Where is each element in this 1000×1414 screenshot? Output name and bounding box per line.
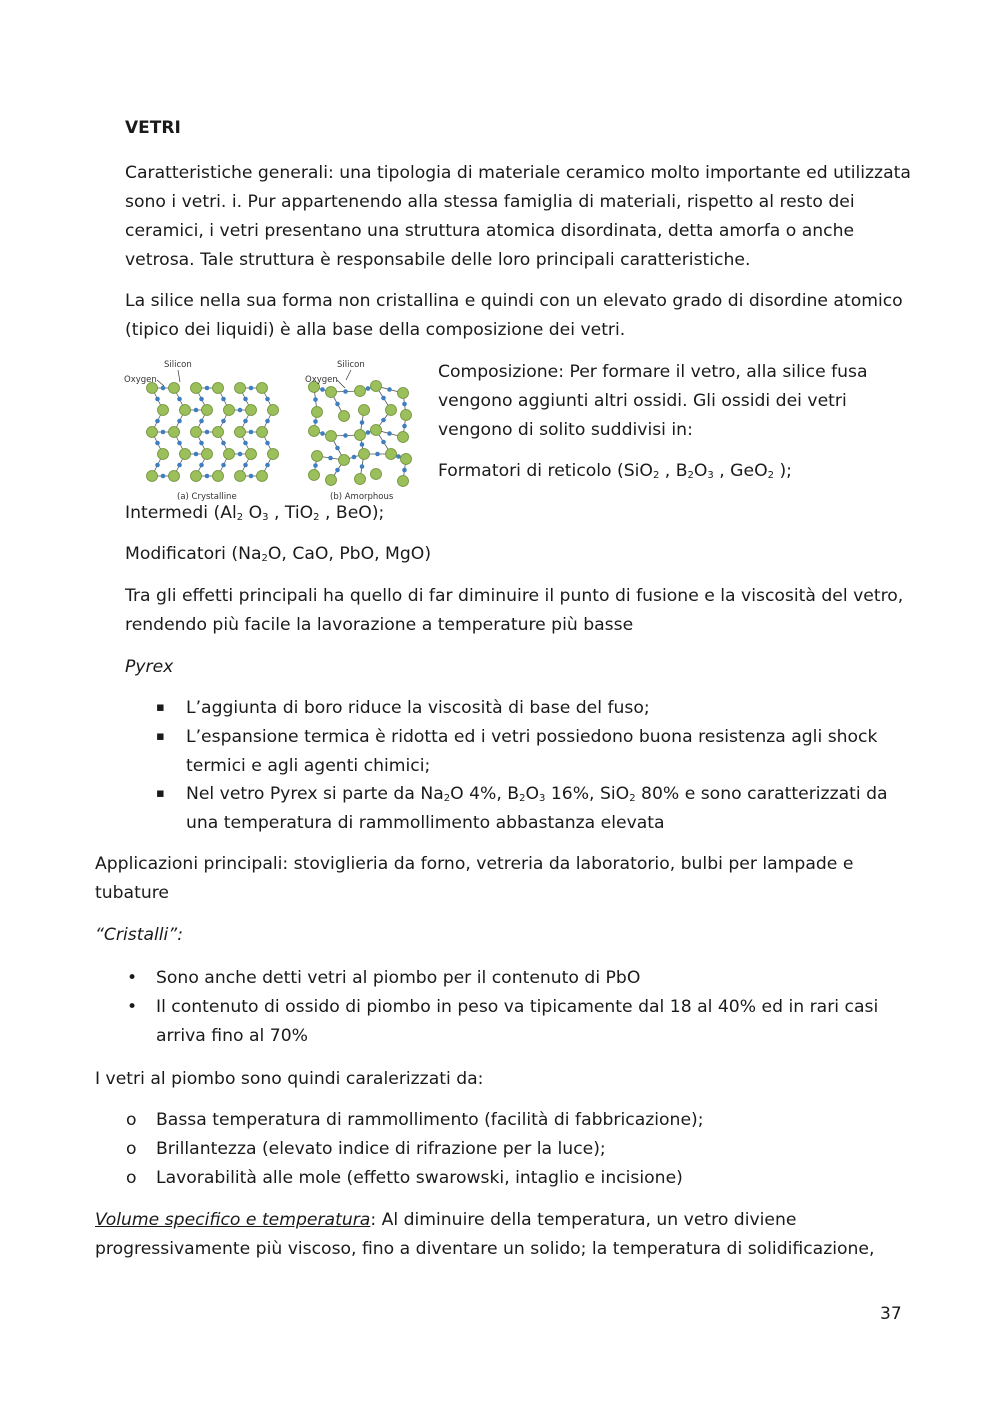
oxygen-atom xyxy=(238,452,243,457)
silicon-atom xyxy=(257,427,268,438)
silicon-atom xyxy=(169,427,180,438)
oxygen-atom xyxy=(375,452,380,457)
oxygen-atom xyxy=(199,419,204,424)
oxygen-atom xyxy=(177,397,182,402)
silicon-atom xyxy=(398,432,409,443)
oxygen-atom xyxy=(194,452,199,457)
cristalli-item-1: Sono anche detti vetri al piombo per il contenuto di PbO xyxy=(156,968,641,988)
oxygen-atom xyxy=(396,454,401,459)
oxygen-atom xyxy=(177,441,182,446)
oxygen-atom xyxy=(161,386,166,391)
silicon-atom xyxy=(355,386,366,397)
oxygen-atom xyxy=(249,474,254,479)
oxygen-atom xyxy=(313,463,318,468)
oxygen-atom xyxy=(194,408,199,413)
silicon-atom xyxy=(359,405,370,416)
silicon-atom xyxy=(235,471,246,482)
oxygen-atom xyxy=(335,468,340,473)
piombo-item-2: Brillantezza (elevato indice di rifrazione per la luce); xyxy=(156,1139,606,1159)
oxygen-atom xyxy=(205,386,210,391)
pyrex-item-3: Nel vetro Pyrex si parte da $Na_2O$ 4%, $B_2O_3$ 16%, SiO$_2$ 80% e sono caratterizzati da una temperatura di rammollimento abbastanza elevata xyxy=(186,784,888,833)
oxygen-atom xyxy=(265,441,270,446)
silicon-atom xyxy=(235,383,246,394)
formatori-line: Formatori di reticolo (SiO$_2$ , $B_2O_3$ , GeO$_2$ ); xyxy=(438,461,792,481)
oxygen-atom xyxy=(177,419,182,424)
silicon-atom xyxy=(180,405,191,416)
silicon-atom xyxy=(213,383,224,394)
paragraph-general: Caratteristiche generali: una tipologia di materiale ceramico molto importante ed utilizzata sono i vetri. i. Pur appartenendo alla stessa famiglia di materiali, rispetto al resto dei ceramici, i vetri presentano una struttura atomica disordinata, detta amorfa o anche vetrosa. Tale struttura è responsabile delle loro principali caratteristiche. xyxy=(125,163,911,270)
oxygen-label-a: Oxygen xyxy=(124,375,157,385)
oxygen-atom xyxy=(249,386,254,391)
paragraph-silica: La silice nella sua forma non cristallina e quindi con un elevato grado di disordine atomico (tipico dei liquidi) è alla base della composizione dei vetri. xyxy=(125,291,903,340)
silicon-atom xyxy=(158,449,169,460)
silicon-atom xyxy=(180,449,191,460)
paragraph-volume: Volume specifico e temperatura: Al diminuire della temperatura, un vetro diviene progressivamente più viscoso, fino a diventare un solido; la temperatura di solidificazione, xyxy=(95,1210,875,1259)
oxygen-atom xyxy=(313,419,318,424)
silicon-atom xyxy=(246,449,257,460)
silicon-atom xyxy=(213,471,224,482)
silicon-atom xyxy=(326,475,337,486)
silicon-atom xyxy=(257,383,268,394)
oxygen-atom xyxy=(387,387,392,392)
silicon-atom xyxy=(312,407,323,418)
silicon-atom xyxy=(213,427,224,438)
silicon-atom xyxy=(224,449,235,460)
bullet-dot-icon: • xyxy=(127,997,138,1017)
silicon-atom xyxy=(147,427,158,438)
oxygen-atom xyxy=(249,430,254,435)
oxygen-atom xyxy=(313,397,318,402)
silicon-atom xyxy=(339,411,350,422)
oxygen-atom xyxy=(243,463,248,468)
silicon-atom xyxy=(326,387,337,398)
oxygen-atom xyxy=(320,431,325,436)
oxygen-atom xyxy=(360,442,365,447)
bullet-circle-icon: o xyxy=(126,1168,137,1188)
oxygen-atom xyxy=(177,463,182,468)
oxygen-atom xyxy=(320,387,325,392)
oxygen-atom xyxy=(360,464,365,469)
pyrex-item-1: L’aggiunta di boro riduce la viscosità di base del fuso; xyxy=(186,698,650,718)
silicon-atom xyxy=(257,471,268,482)
silicon-atom xyxy=(386,449,397,460)
silicon-atom xyxy=(169,383,180,394)
silicon-atom xyxy=(326,431,337,442)
pyrex-item-2: L’espansione termica è ridotta ed i vetri possiedono buona resistenza agli shock termici e agli agenti chimici; xyxy=(186,727,878,776)
silicon-atom xyxy=(191,471,202,482)
oxygen-atom xyxy=(328,456,333,461)
oxygen-atom xyxy=(335,446,340,451)
oxygen-atom xyxy=(381,396,386,401)
bullet-dot-icon: • xyxy=(127,968,138,988)
oxygen-atom xyxy=(265,397,270,402)
silicon-atom xyxy=(224,405,235,416)
silicon-atom xyxy=(309,426,320,437)
oxygen-atom xyxy=(265,463,270,468)
oxygen-atom xyxy=(402,424,407,429)
oxygen-atom xyxy=(335,402,340,407)
section-heading: VETRI xyxy=(125,118,181,138)
oxygen-atom xyxy=(366,430,371,435)
paragraph-piombo-intro: I vetri al piombo sono quindi caralerizzati da: xyxy=(95,1069,484,1089)
square-bullet-icon: ▪ xyxy=(156,700,165,715)
silicon-atom xyxy=(371,381,382,392)
silicon-atom xyxy=(401,410,412,421)
caption-crystalline: (a) Crystalline xyxy=(177,492,237,502)
amorphous-network xyxy=(309,381,412,487)
oxygen-atom xyxy=(199,463,204,468)
oxygen-atom xyxy=(221,463,226,468)
silicon-atom xyxy=(202,449,213,460)
caption-amorphous: (b) Amorphous xyxy=(330,492,394,502)
bullet-circle-icon: o xyxy=(126,1139,137,1159)
silicon-atom xyxy=(339,455,350,466)
silicon-atom xyxy=(371,469,382,480)
modificatori-line: Modificatori ($Na_2O$, CaO, PbO, MgO) xyxy=(125,544,432,564)
oxygen-atom xyxy=(366,386,371,391)
paragraph-composizione: Composizione: Per formare il vetro, alla silice fusa vengono aggiunti altri ossidi. Gli ossidi dei vetri vengono di solito suddivisi in: xyxy=(438,362,868,440)
piombo-item-3: Lavorabilità alle mole (effetto swarowski, intaglio e incisione) xyxy=(156,1168,683,1188)
oxygen-atom xyxy=(352,455,357,460)
pyrex-title: Pyrex xyxy=(125,657,174,677)
silicon-atom xyxy=(169,471,180,482)
silicon-atom xyxy=(386,405,397,416)
cristalli-title: “Cristalli”: xyxy=(95,925,183,945)
oxygen-atom xyxy=(221,419,226,424)
oxygen-atom xyxy=(155,441,160,446)
silica-structure-figure xyxy=(122,356,422,504)
silicon-atom xyxy=(401,454,412,465)
square-bullet-icon: ▪ xyxy=(156,729,165,744)
oxygen-atom xyxy=(381,440,386,445)
silicon-atom xyxy=(202,405,213,416)
oxygen-atom xyxy=(265,419,270,424)
oxygen-atom xyxy=(402,402,407,407)
oxygen-atom xyxy=(199,441,204,446)
paragraph-effetti: Tra gli effetti principali ha quello di far diminuire il punto di fusione e la viscosità del vetro, rendendo più facile la lavorazione a temperature più basse xyxy=(125,586,904,635)
oxygen-atom xyxy=(381,418,386,423)
oxygen-atom xyxy=(402,468,407,473)
oxygen-atom xyxy=(243,419,248,424)
silicon-atom xyxy=(235,427,246,438)
oxygen-atom xyxy=(343,433,348,438)
intermedi-line: Intermedi ($Al_2$ $O_3$ , TiO$_2$ , BeO); xyxy=(125,503,385,523)
cristalli-item-2: Il contenuto di ossido di piombo in peso va tipicamente dal 18 al 40% ed in rari casi arriva fino al 70% xyxy=(156,997,879,1046)
silicon-atom xyxy=(398,476,409,487)
oxygen-atom xyxy=(205,474,210,479)
oxygen-atom xyxy=(243,441,248,446)
bullet-circle-icon: o xyxy=(126,1110,137,1130)
oxygen-atom xyxy=(221,397,226,402)
silicon-label-b: Silicon xyxy=(337,360,365,370)
silicon-label-a: Silicon xyxy=(164,360,192,370)
oxygen-atom xyxy=(387,431,392,436)
square-bullet-icon: ▪ xyxy=(156,786,165,801)
oxygen-atom xyxy=(205,430,210,435)
oxygen-label-b: Oxygen xyxy=(305,375,338,385)
oxygen-atom xyxy=(155,419,160,424)
silicon-atom xyxy=(191,427,202,438)
oxygen-atom xyxy=(221,441,226,446)
silicon-atom xyxy=(359,449,370,460)
silicon-atom xyxy=(246,405,257,416)
paragraph-applicazioni: Applicazioni principali: stoviglieria da forno, vetreria da laboratorio, bulbi per lampade e tubature xyxy=(95,854,854,903)
silicon-atom xyxy=(355,474,366,485)
oxygen-atom xyxy=(199,397,204,402)
silicon-atom xyxy=(371,425,382,436)
silicon-atom xyxy=(158,405,169,416)
silicon-atom xyxy=(268,449,279,460)
piombo-item-1: Bassa temperatura di rammollimento (facilità di fabbricazione); xyxy=(156,1110,704,1130)
silicon-atom xyxy=(268,405,279,416)
volume-title: Volume specifico e temperatura xyxy=(95,1210,371,1230)
silicon-atom xyxy=(191,383,202,394)
silicon-atom xyxy=(355,430,366,441)
oxygen-atom xyxy=(161,474,166,479)
silicon-atom xyxy=(147,471,158,482)
oxygen-atom xyxy=(343,389,348,394)
oxygen-atom xyxy=(360,420,365,425)
silicon-atom xyxy=(312,451,323,462)
silicon-atom xyxy=(398,388,409,399)
silicon-atom xyxy=(309,470,320,481)
oxygen-atom xyxy=(243,397,248,402)
oxygen-atom xyxy=(238,408,243,413)
oxygen-atom xyxy=(155,397,160,402)
oxygen-atom xyxy=(155,463,160,468)
oxygen-atom xyxy=(161,430,166,435)
page-number: 37 xyxy=(880,1304,902,1324)
crystalline-network xyxy=(147,383,279,482)
